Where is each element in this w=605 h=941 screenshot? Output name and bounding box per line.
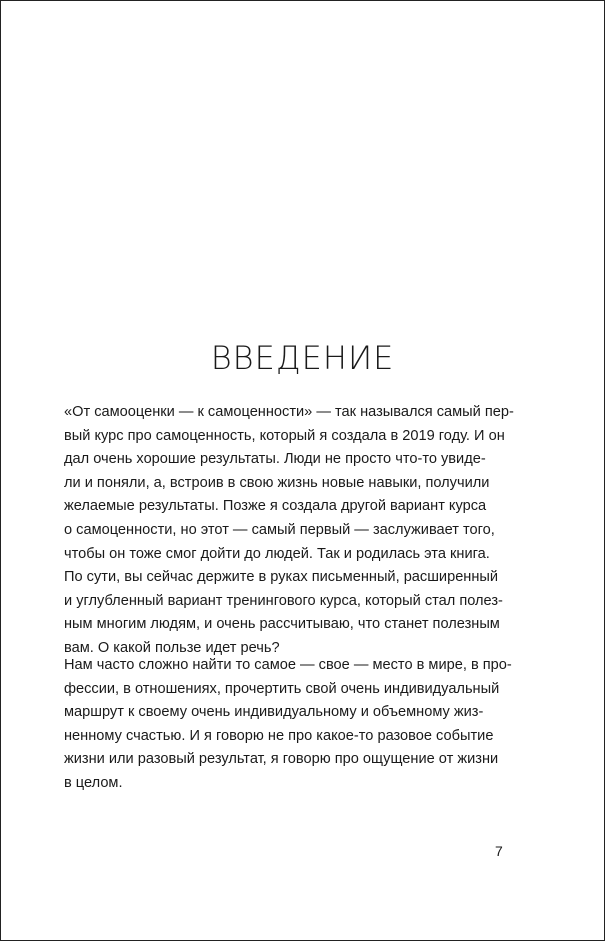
paragraph-line: жизни или разовый результат, я говорю про ощущение от жизни — [64, 751, 499, 768]
paragraph-line: в целом. — [64, 774, 123, 791]
paragraph-line: маршрут к своему очень индивидуальному и объемному жиз- — [64, 704, 484, 721]
paragraph-line: дал очень хорошие результаты. Люди не просто что-то увиде- — [64, 451, 486, 468]
paragraph-line: о самоценности, но этот — самый первый — заслуживает того, — [64, 521, 495, 538]
paragraph-line: чтобы он тоже смог дойти до людей. Так и родилась эта книга. — [64, 545, 490, 562]
paragraph-line: ным многим людям, и очень рассчитываю, что станет полезным — [64, 616, 500, 633]
paragraph-2 — [64, 654, 544, 796]
paragraph-line: фессии, в отношениях, прочертить свой очень индивидуальный — [64, 680, 500, 697]
chapter-title: ВВЕДЕНИЕ — [210, 339, 395, 377]
paragraph-line: По сути, вы сейчас держите в руках письменный, расширенный — [64, 569, 499, 586]
paragraph-line: ли и поняли, а, встроив в свою жизнь новые навыки, получили — [64, 474, 490, 491]
paragraph-line: вам. О какой пользе идет речь? — [64, 639, 280, 656]
paragraph-line: и углубленный вариант тренингового курса, который стал полез- — [64, 592, 503, 609]
paragraph-line: ненному счастью. И я говорю не про какое-то разовое событие — [64, 727, 494, 744]
page-number: 7 — [495, 843, 503, 859]
paragraph-line: желаемые результаты. Позже я создала другой вариант курса — [64, 498, 487, 515]
paragraph-line: вый курс про самоценность, который я создала в 2019 году. И он — [64, 427, 505, 444]
paragraph-1 — [64, 401, 544, 661]
paragraph-line: «От самооценки — к самоценности» — так назывался самый пер- — [64, 404, 514, 420]
paragraph-line: Нам часто сложно найти то самое — свое — место в мире, в про- — [64, 657, 512, 673]
